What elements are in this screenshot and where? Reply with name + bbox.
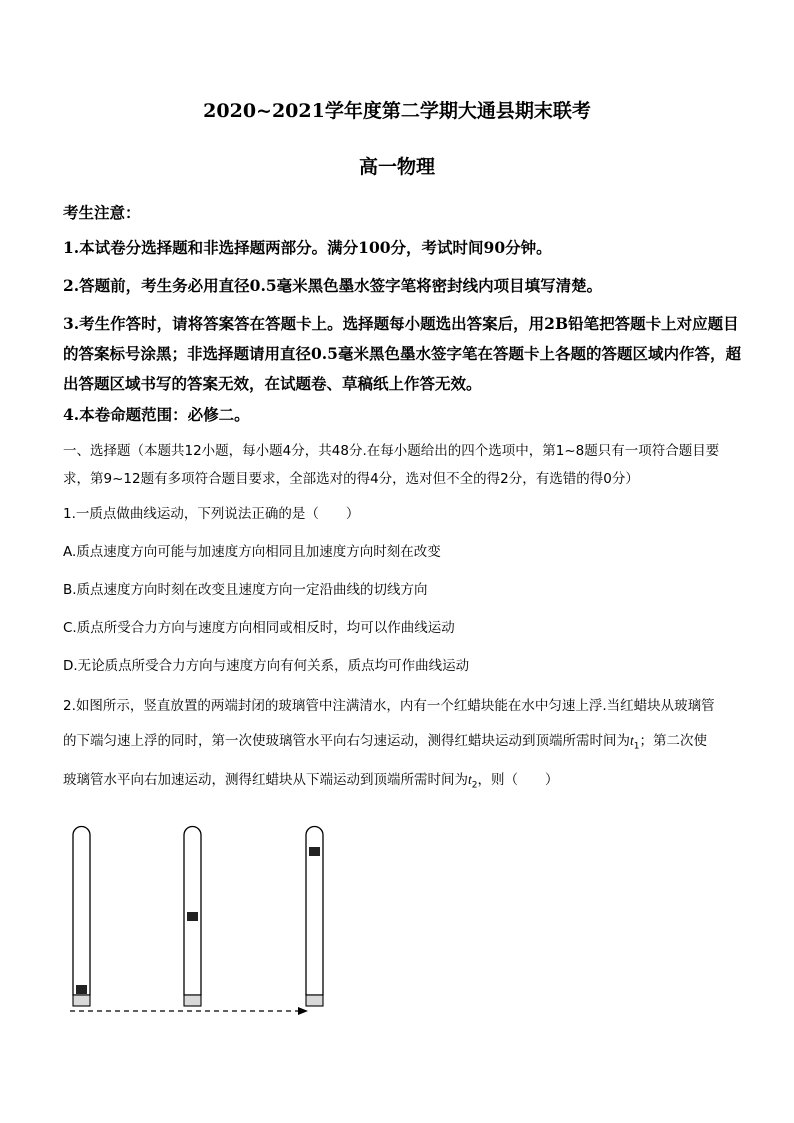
q2-line-2 <box>63 727 743 761</box>
q2-line-2-tail: ；第二次使 <box>639 733 707 749</box>
q1-option-a: A.质点速度方向可能与加速度方向相同且加速度方向时刻在改变 <box>63 544 441 560</box>
q1-option-d: D.无论质点所受合力方向与速度方向有何关系，质点均可作曲线运动 <box>63 658 470 674</box>
tube-2-base <box>184 995 201 1006</box>
glass-tube-1 <box>73 827 90 1007</box>
q1-option-c: C.质点所受合力方向与速度方向相同或相反时，均可以作曲线运动 <box>63 620 455 636</box>
notice-item-3: 3.考生作答时，请将答案答在答题卡上。选择题每小题选出答案后，用2B铅笔把答题卡上对应题目的答案标号涂黑；非选择题请用直径0.5毫米黑色墨水签字笔在答题卡上各题的答题区域内作答，超出答题区域书写的答案无效，在试题卷、草稿纸上作答无效。 <box>63 314 741 393</box>
notice-item-1: 1.本试卷分选择题和非选择题两部分。满分100分，考试时间90分钟。 <box>63 238 552 257</box>
q2-line-3 <box>63 766 743 800</box>
wax-block-1 <box>76 985 87 994</box>
t2-subscript: 2 <box>471 780 478 791</box>
q1-option-b: B.质点速度方向时刻在改变且速度方向一定沿曲线的切线方向 <box>63 582 428 598</box>
exam-title: 2020~2021学年度第二学期大通县期末联考 <box>203 100 591 122</box>
section-intro: 一、选择题（本题共12小题，每小题4分，共48分.在每小题给出的四个选项中，第1~8题只有一项符合题目要求，第9~12题有多项符合题目要求，全部选对的得4分，选对但不全的得2分，有选错的得0分） <box>63 443 720 487</box>
t1-symbol: t <box>630 733 634 748</box>
glass-tube-diagram <box>60 820 360 1025</box>
q2-line-3-text: 玻璃管水平向右加速运动，测得红蜡块从下端运动到顶端所需时间为 <box>63 772 468 788</box>
q2-line-2-text: 的下端匀速上浮的同时，第一次使玻璃管水平向右匀速运动，测得红蜡块运动到顶端所需时间为 <box>63 733 630 749</box>
motion-arrow <box>70 1007 308 1015</box>
t2-symbol: t <box>468 772 472 787</box>
t1-subscript: 1 <box>633 741 640 752</box>
tube-3-base <box>306 995 323 1006</box>
glass-tube-2 <box>184 827 201 1007</box>
notice-item-4: 4.本卷命题范围：必修二。 <box>63 405 250 424</box>
q2-line-3-tail: ，则（ ） <box>477 772 559 788</box>
tube-1-base <box>73 995 90 1006</box>
exam-subject: 高一物理 <box>358 156 435 178</box>
q1-stem: 1.一质点做曲线运动，下列说法正确的是（ ） <box>63 506 360 522</box>
wax-block-2 <box>187 912 198 921</box>
wax-block-3 <box>309 847 320 856</box>
notice-heading: 考生注意： <box>63 203 141 222</box>
q2-line-1: 2.如图所示，竖直放置的两端封闭的玻璃管中注满清水，内有一个红蜡块能在水中匀速上浮.当红蜡块从玻璃管 <box>63 698 715 714</box>
notice-item-2: 2.答题前，考生务必用直径0.5毫米黑色墨水签字笔将密封线内项目填写清楚。 <box>63 276 603 295</box>
glass-tube-3 <box>306 827 323 1007</box>
